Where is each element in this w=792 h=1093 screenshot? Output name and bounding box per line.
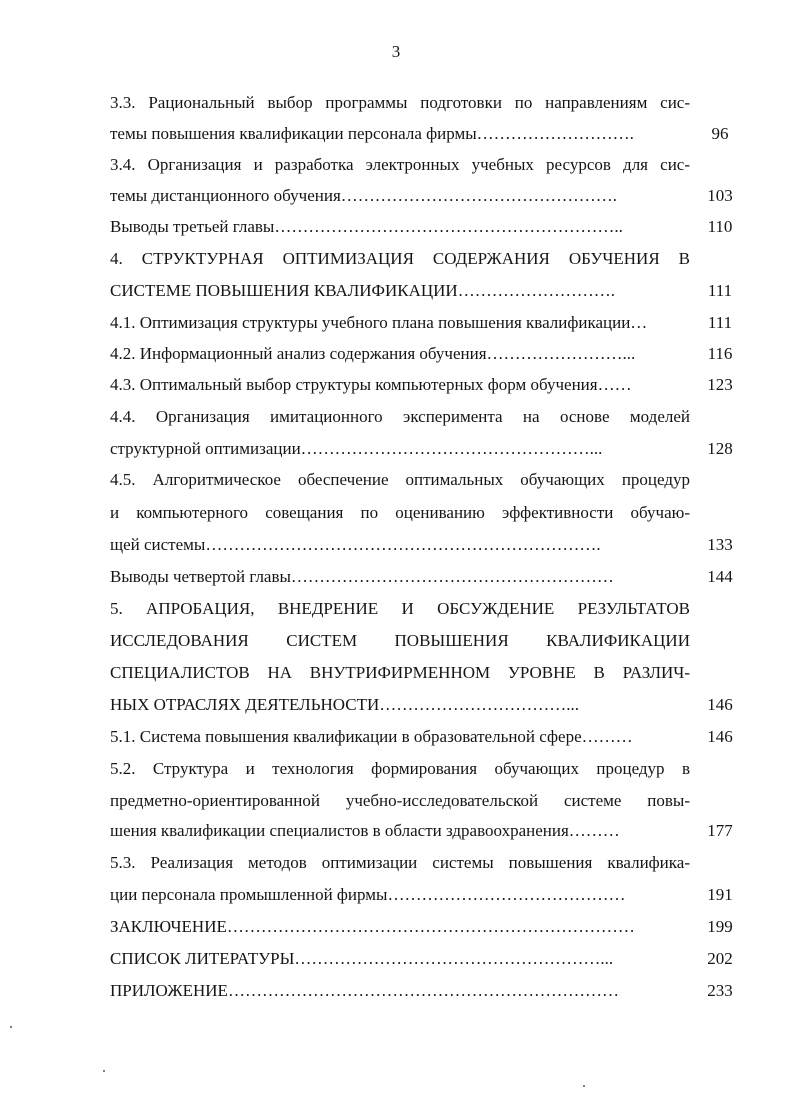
toc-entry-conclusions-3-page: 110 xyxy=(707,217,733,236)
toc-entry-4-1-line-1: 4.1. Оптимизация структуры учебного плана повышения квалификации… xyxy=(110,313,648,332)
toc-entry-5-3-page: 191 xyxy=(707,885,733,904)
toc-entry-5-1-page: 146 xyxy=(707,727,733,746)
scan-speck xyxy=(10,1026,12,1028)
toc-entry-5-3-line-2: ции персонала промышленной фирмы…………………………………… xyxy=(110,885,626,904)
toc-entry-4-2-page: 116 xyxy=(707,344,733,363)
toc-entry-conclusions-3-line-1: Выводы третьей главы…………………………………………………….. xyxy=(110,217,623,236)
toc-entry-references-page: 202 xyxy=(707,949,733,968)
toc-entry-3-4-page: 103 xyxy=(707,186,733,205)
toc-entry-4-4-page: 128 xyxy=(707,439,733,458)
toc-entry-ch-4-page: 111 xyxy=(707,281,733,300)
toc-entry-4-5-page: 133 xyxy=(707,535,733,554)
toc-entry-4-2-line-1: 4.2. Информационный анализ содержания обучения……………………... xyxy=(110,344,636,363)
toc-entry-appendix-page: 233 xyxy=(707,981,733,1000)
toc-entry-4-5-line-2: и компьютерного совещания по оцениванию эффективности обучаю- xyxy=(110,503,690,522)
toc-entry-5-2-line-3: шения квалификации специалистов в области здравоохранения……… xyxy=(110,821,620,840)
toc-entry-ch-5-line-1: 5. АПРОБАЦИЯ, ВНЕДРЕНИЕ И ОБСУЖДЕНИЕ РЕЗУЛЬТАТОВ xyxy=(110,599,690,618)
toc-entry-4-5-line-1: 4.5. Алгоритмическое обеспечение оптимальных обучающих процедур xyxy=(110,470,690,489)
toc-entry-4-4-line-2: структурной оптимизации……………………………………………... xyxy=(110,439,603,458)
toc-entry-conclusions-4-page: 144 xyxy=(707,567,733,586)
scan-speck xyxy=(103,1070,105,1072)
toc-entry-references-line-1: СПИСОК ЛИТЕРАТУРЫ………………………………………………... xyxy=(110,949,614,968)
toc-entry-4-3-line-1: 4.3. Оптимальный выбор структуры компьютерных форм обучения…… xyxy=(110,375,632,394)
toc-entry-ch-5-line-4: НЫХ ОТРАСЛЯХ ДЕЯТЕЛЬНОСТИ……………………………... xyxy=(110,695,579,714)
toc-entry-appendix-line-1: ПРИЛОЖЕНИЕ…………………………………………………………… xyxy=(110,981,619,1000)
toc-entry-ch-5-line-3: СПЕЦИАЛИСТОВ НА ВНУТРИФИРМЕННОМ УРОВНЕ В РАЗЛИЧ- xyxy=(110,663,690,682)
toc-entry-conclusion-page: 199 xyxy=(707,917,733,936)
scan-speck xyxy=(583,1085,585,1087)
toc-entry-5-3-line-1: 5.3. Реализация методов оптимизации системы повышения квалифика- xyxy=(110,853,690,872)
toc-entry-conclusion-line-1: ЗАКЛЮЧЕНИЕ……………………………………………………………… xyxy=(110,917,635,936)
toc-entry-3-4-line-2: темы дистанционного обучения…………………………………………. xyxy=(110,186,618,205)
toc-entry-3-3-page: 96 xyxy=(711,124,729,143)
toc-entry-3-3-line-1: 3.3. Рациональный выбор программы подготовки по направлениям сис- xyxy=(110,93,690,112)
toc-entry-conclusions-4-line-1: Выводы четвертой главы………………………………………………… xyxy=(110,567,614,586)
toc-entry-5-2-page: 177 xyxy=(707,821,733,840)
page-number: 3 xyxy=(391,42,401,61)
toc-entry-4-5-line-3: щей системы……………………………………………………………. xyxy=(110,535,601,554)
toc-entry-ch-4-line-2: СИСТЕМЕ ПОВЫШЕНИЯ КВАЛИФИКАЦИИ………………………. xyxy=(110,281,615,300)
toc-entry-4-1-page: 111 xyxy=(707,313,733,332)
toc-entry-4-4-line-1: 4.4. Организация имитационного эксперимента на основе моделей xyxy=(110,407,690,426)
toc-entry-5-2-line-1: 5.2. Структура и технология формирования обучающих процедур в xyxy=(110,759,690,778)
toc-entry-ch-5-page: 146 xyxy=(707,695,733,714)
toc-entry-5-1-line-1: 5.1. Система повышения квалификации в образовательной сфере……… xyxy=(110,727,633,746)
toc-entry-3-3-line-2: темы повышения квалификации персонала фирмы………………………. xyxy=(110,124,634,143)
toc-entry-ch-5-line-2: ИССЛЕДОВАНИЯ СИСТЕМ ПОВЫШЕНИЯ КВАЛИФИКАЦИИ xyxy=(110,631,690,650)
toc-entry-ch-4-line-1: 4. СТРУКТУРНАЯ ОПТИМИЗАЦИЯ СОДЕРЖАНИЯ ОБУЧЕНИЯ В xyxy=(110,249,690,268)
toc-entry-4-3-page: 123 xyxy=(707,375,733,394)
toc-entry-3-4-line-1: 3.4. Организация и разработка электронных учебных ресурсов для сис- xyxy=(110,155,690,174)
toc-entry-5-2-line-2: предметно-ориентированной учебно-исследовательской системе повы- xyxy=(110,791,690,810)
